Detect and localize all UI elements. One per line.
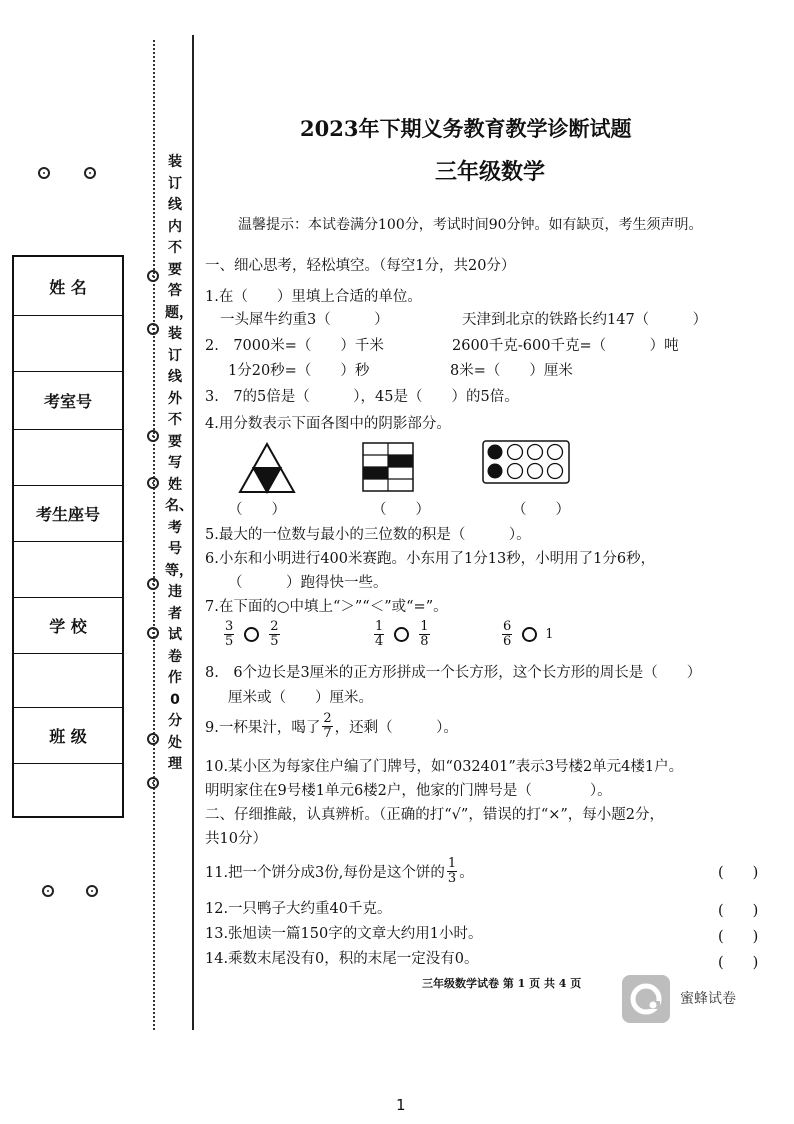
brand-logo <box>622 975 670 1023</box>
q7-comparison: $\frac{6}{6}$ 1 <box>503 619 554 649</box>
q12-answer-blank[interactable]: ( ) <box>718 903 759 919</box>
q2-part-a: 2. 7000米=（ ）千米 <box>205 338 384 354</box>
page-subtitle: 三年级数学 <box>435 159 546 185</box>
brand-logo-icon <box>622 975 670 1023</box>
compare-circle[interactable] <box>522 627 537 642</box>
q13-answer-blank[interactable]: ( ) <box>718 929 759 945</box>
class-field[interactable] <box>14 763 122 816</box>
q1-part-b: 天津到北京的铁路长约147（ ） <box>462 312 708 328</box>
q2-part-d: 8米=（ ）厘米 <box>450 363 573 379</box>
class-label: 班 级 <box>14 707 122 763</box>
name-field[interactable] <box>14 315 122 371</box>
q6-line1: 6.小东和小明进行400米赛跑。小东用了1分13秒，小明用了1分6秒， <box>205 551 656 567</box>
student-info-table <box>12 255 124 818</box>
q4-answer-blank[interactable]: （ ） <box>512 502 570 518</box>
binding-solid-line <box>192 35 194 1030</box>
q11: 11.把一个饼分成3份,每份是这个饼的 $\frac{1}{3}$ 。 <box>205 856 474 886</box>
binding-hole-mark <box>147 430 159 442</box>
binding-hole-mark <box>147 270 159 282</box>
q1-part-a: 一头犀牛约重3（ ） <box>220 312 389 328</box>
q4-answer-blank[interactable]: （ ） <box>372 502 430 518</box>
q7-comparison: $\frac{1}{4}$ $\frac{1}{8}$ <box>375 619 429 649</box>
q2-part-c: 1分20秒=（ ）秒 <box>228 363 370 379</box>
q6-line2: （ ）跑得快一些。 <box>228 575 388 591</box>
school-field[interactable] <box>14 653 122 707</box>
q9: 9.一杯果汁，喝了 $\frac{2}{7}$ ，还剩（ ）。 <box>205 711 458 741</box>
binding-dotted-line <box>153 40 155 1030</box>
q7: 7.在下面的○中填上“＞”“＜”或“=”。 <box>205 599 448 615</box>
section1-heading: 一、细心思考，轻松填空。（每空1分，共20分） <box>205 258 516 274</box>
q8-line1: 8. 6个边长是3厘米的正方形拼成一个长方形，这个长方形的周长是（ ） <box>205 665 702 681</box>
q12: 12.一只鸭子大约重40千克。 <box>205 901 392 917</box>
q13: 13.张旭读一篇150字的文章大约用1小时。 <box>205 926 483 942</box>
section2-heading-line2: 共10分） <box>205 831 267 847</box>
q3: 3. 7的5倍是（ ），45是（ ）的5倍。 <box>205 389 519 405</box>
compare-circle[interactable] <box>244 627 259 642</box>
exam-room-field[interactable] <box>14 429 122 485</box>
q8-line2: 厘米或（ ）厘米。 <box>228 690 373 706</box>
seat-number-label: 考生座号 <box>14 485 122 541</box>
binding-hole-mark <box>147 477 159 489</box>
q14-answer-blank[interactable]: ( ) <box>718 955 759 971</box>
punch-hole-mark <box>38 167 50 179</box>
seat-number-field[interactable] <box>14 541 122 597</box>
school-label: 学 校 <box>14 597 122 653</box>
circles-figure <box>482 440 570 484</box>
q7-comparison: $\frac{3}{5}$ $\frac{2}{5}$ <box>225 619 279 649</box>
compare-circle[interactable] <box>394 627 409 642</box>
binding-vertical-notice: 装订线内不要答题，装订线外不要写姓名、考号等，违者试卷作0分处理 <box>165 154 193 772</box>
binding-hole-mark <box>147 323 159 335</box>
q5: 5.最大的一位数与最小的三位数的积是（ ）。 <box>205 527 531 543</box>
q10-line1: 10.某小区为每家住户编了门牌号，如“032401”表示3号楼2单元4楼1户。 <box>205 759 684 775</box>
q4-answer-blank[interactable]: （ ） <box>228 502 286 518</box>
name-label: 姓 名 <box>49 277 87 297</box>
exam-tip: 温馨提示：本试卷满分100分，考试时间90分钟。如有缺页，考生须声明。 <box>238 217 703 233</box>
triangle-figure <box>238 442 296 494</box>
binding-hole-mark <box>147 777 159 789</box>
q2-part-b: 2600千克-600千克=（ ）吨 <box>452 338 679 354</box>
page-title: 2023年下期义务教育教学诊断试题 <box>300 116 632 141</box>
punch-hole-mark <box>42 885 54 897</box>
binding-hole-mark <box>147 733 159 745</box>
section2-heading-line1: 二、仔细推敲，认真辨析。（正确的打“√”，错误的打“×”，每小题2分， <box>205 807 665 823</box>
page-info: 三年级数学试卷 第 1 页 共 4 页 <box>422 977 582 990</box>
exam-room-label: 考室号 <box>14 371 122 429</box>
q10-line2: 明明家住在9号楼1单元6楼2户，他家的门牌号是（ ）。 <box>205 783 612 799</box>
q4: 4.用分数表示下面各图中的阴影部分。 <box>205 416 451 432</box>
q1: 1.在（ ）里填上合适的单位。 <box>205 289 422 305</box>
punch-hole-mark <box>86 885 98 897</box>
page-number: 1 <box>396 1096 406 1114</box>
q11-answer-blank[interactable]: ( ) <box>718 865 759 881</box>
binding-hole-mark <box>147 578 159 590</box>
binding-hole-mark <box>147 627 159 639</box>
punch-hole-mark <box>84 167 96 179</box>
grid-figure <box>362 442 414 492</box>
brand-name: 蜜蜂试卷 <box>680 991 736 1007</box>
q14: 14.乘数末尾没有0，积的末尾一定没有0。 <box>205 951 479 967</box>
